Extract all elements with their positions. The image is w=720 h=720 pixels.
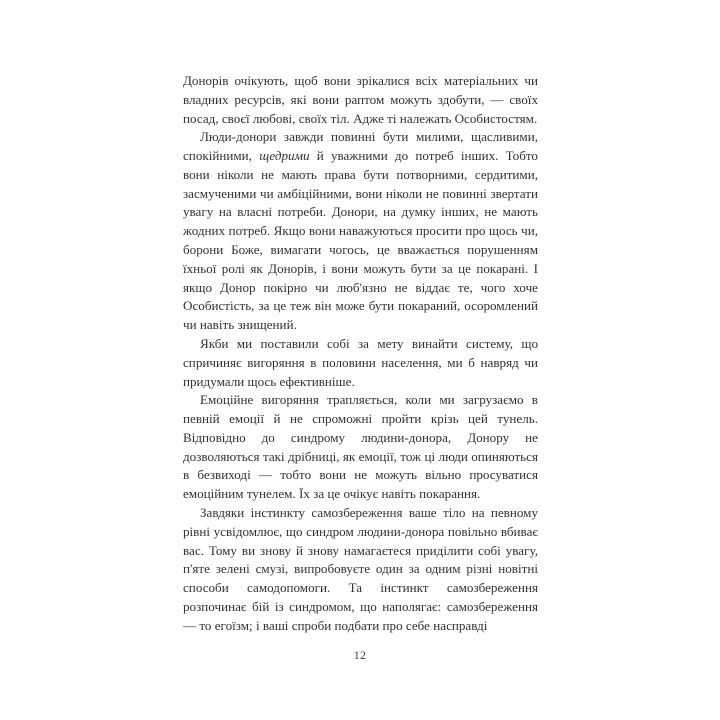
- text-run: Емоційне вигоряння трапляється, коли ми загрузаємо в певній емоції й не спроможні пройти крізь цей тунель. Відповідно до синдрому людини-донора, Донору не дозволяються такі дрібниці, як емоції, тож ці люди опиняються в безвиході — тобто вони не можуть вільно просуватися емоційним тунелем. Їх за це очікує навіть покарання.: [183, 392, 538, 502]
- page-number: 12: [353, 648, 367, 662]
- paragraph: [183, 504, 538, 635]
- paragraph: [183, 391, 538, 504]
- text-run: Якби ми поставили собі за мету винайти систему, що спричиняє вигоряння в половини населення, ми б навряд чи придумали щось ефективніше.: [183, 335, 538, 389]
- text-run: Завдяки інстинкту самозбереження ваше тіло на певному рівні усвідомлює, що синдром людини-донора повільно вбиває вас. Тому ви знову й знову намагаєтеся приділити собі увагу, п'яте зелені смузі, випробовуєте один за одним різні новітні способи самодопомоги. Та інстинкт самозбереження розпочинає бій із синдромом, що наполягає: самозбереження — то егоїзм; і ваші спроби подбати про себе насправді: [183, 504, 538, 633]
- emphasis-text: щедрими: [259, 148, 310, 164]
- text-run: й уважними до потреб інших. Тобто вони ніколи не мають права бути потворними, сердитими, засмученими чи амбіційними, вони ніколи не повинні звертати увагу на власні потреби. Донори, на думку інших, не мають жодних потреб. Якщо вони наважуються просити про щось чи, борони Боже, вимагати чогось, це вважається порушенням їхньої ролі як Донорів, і вони можуть бути за це покарані. І якщо Донор покірно чи люб'язно не віддає те, чого хоче Особистість, за це теж він може бути покараний, осоромлений чи навіть знищений.: [183, 148, 538, 333]
- paragraph: [183, 72, 538, 128]
- paragraph: [183, 335, 538, 391]
- paragraph: [183, 128, 538, 335]
- text-run: Люди-донори завжди повинні бути милими, щасливими, спокійними,: [183, 129, 538, 164]
- text-run: Донорів очікують, щоб вони зрікалися всіх матеріальних чи владних ресурсів, які вони раптом можуть здобути, — своїх посад, своєї любові, своїх тіл. Адже ті належать Особистостям.: [183, 73, 538, 126]
- body-text: [183, 72, 538, 635]
